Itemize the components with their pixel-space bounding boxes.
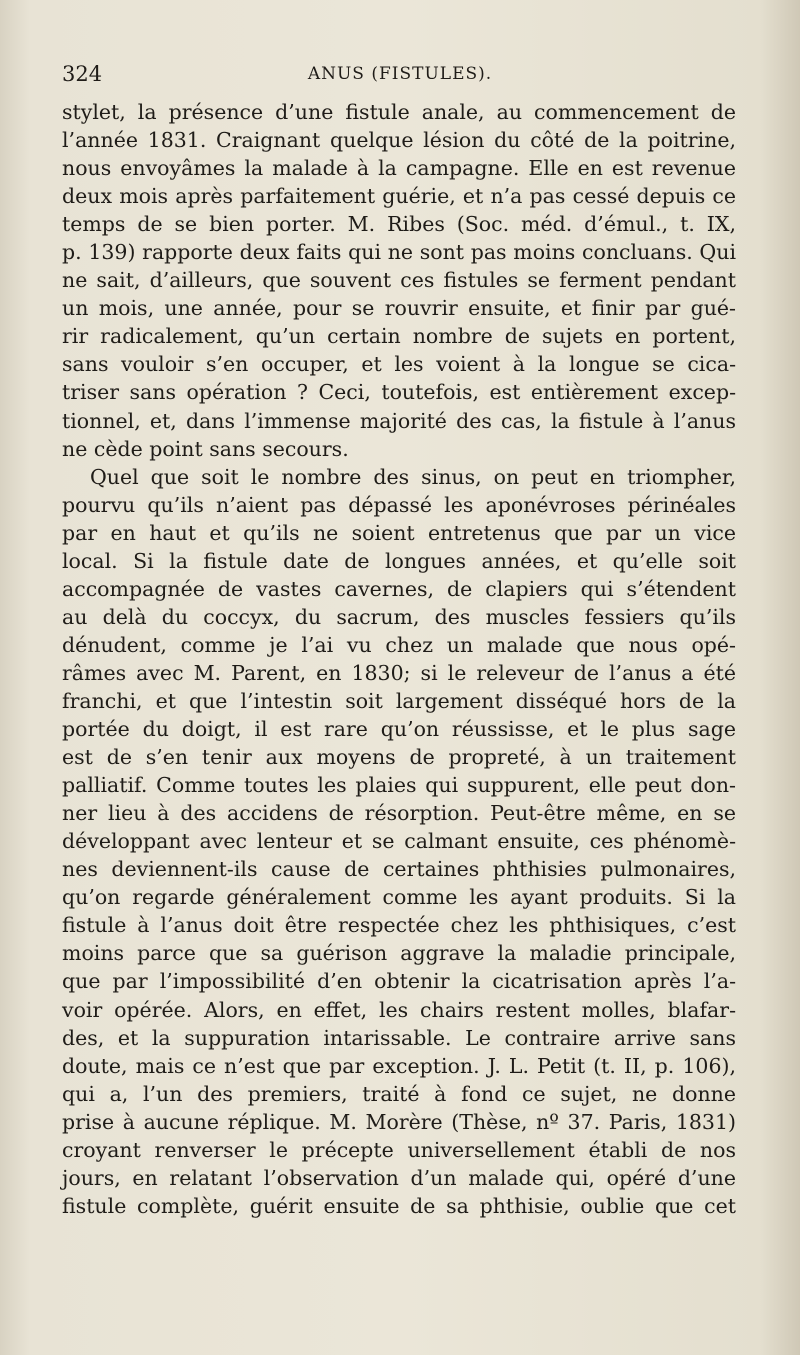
text-line: des, et la suppuration intarissable. Le contraire arrive sans (62, 1025, 736, 1050)
body-text (62, 98, 736, 1220)
text-line: moins parce que sa guérison aggrave la maladie principale, (62, 941, 736, 966)
text-line: franchi, et que l’intestin soit largement disséqué hors de la (62, 688, 736, 713)
text-line: développant avec lenteur et se calmant ensuite, ces phénomè- (62, 829, 736, 854)
text-line: local. Si la fistule date de longues années, et qu’elle soit (62, 548, 736, 573)
text-line: sans vouloir s’en occuper, et les voient à la longue se cica- (62, 352, 736, 377)
text-line: fistule complète, guérit ensuite de sa phthisie, oublie que cet (62, 1193, 736, 1218)
text-line: fistule à l’anus doit être respectée chez les phthisiques, c’est (62, 913, 736, 938)
text-line: jours, en relatant l’observation d’un malade qui, opéré d’une (62, 1165, 736, 1190)
text-line: par en haut et qu’ils ne soient entretenus que par un vice (62, 520, 736, 545)
page-header (62, 62, 738, 92)
text-line: pourvu qu’ils n’aient pas dépassé les aponévroses périnéales (62, 492, 736, 517)
running-title: ANUS (FISTULES). (307, 64, 493, 84)
page-number: 324 (62, 62, 103, 86)
text-line: stylet, la présence d’une fistule anale, au commencement de (62, 100, 736, 124)
text-line: croyant renverser le précepte universellement établi de nos (62, 1137, 736, 1162)
text-line: ner lieu à des accidens de résorption. Peut-être même, en se (62, 801, 736, 826)
text-line: râmes avec M. Parent, en 1830; si le releveur de l’anus a été (62, 660, 736, 685)
text-line: palliatif. Comme toutes les plaies qui suppurent, elle peut don- (62, 773, 736, 798)
text-line: Quel que soit le nombre des sinus, on peut en triompher, (90, 464, 736, 489)
text-line: portée du doigt, il est rare qu’on réussisse, et le plus sage (62, 717, 736, 742)
text-line: triser sans opération ? Ceci, toutefois, est entièrement excep- (62, 380, 736, 405)
text-line: un mois, une année, pour se rouvrir ensuite, et finir par gué- (62, 296, 736, 321)
text-line: accompagnée de vastes cavernes, de clapiers qui s’étendent (62, 576, 736, 601)
text-line: est de s’en tenir aux moyens de propreté, à un traitement (62, 745, 736, 770)
text-line: prise à aucune réplique. M. Morère (Thèse, nº 37. Paris, 1831) (62, 1109, 736, 1134)
text-line: doute, mais ce n’est que par exception. J. L. Petit (t. II, p. 106), (62, 1053, 736, 1078)
text-line: ne sait, d’ailleurs, que souvent ces fistules se ferment pendant (62, 268, 736, 293)
text-line: deux mois après parfaitement guérie, et n’a pas cessé depuis ce (62, 184, 736, 209)
text-line: nes deviennent-ils cause de certaines phthisies pulmonaires, (62, 857, 736, 882)
text-line: que par l’impossibilité d’en obtenir la cicatrisation après l’a- (62, 969, 736, 994)
text-line: l’année 1831. Craignant quelque lésion du côté de la poitrine, (62, 128, 736, 153)
text-line: au delà du coccyx, du sacrum, des muscles fessiers qu’ils (62, 604, 736, 629)
text-line: dénudent, comme je l’ai vu chez un malade que nous opé- (62, 632, 736, 657)
text-line: rir radicalement, qu’un certain nombre de sujets en portent, (62, 324, 736, 349)
text-line: qui a, l’un des premiers, traité à fond ce sujet, ne donne (62, 1081, 736, 1106)
text-line: qu’on regarde généralement comme les ayant produits. Si la (62, 885, 736, 910)
text-line: voir opérée. Alors, en effet, les chairs restent molles, blafar- (62, 997, 736, 1022)
text-line: p. 139) rapporte deux faits qui ne sont pas moins concluans. Qui (62, 240, 736, 265)
text-line: tionnel, et, dans l’immense majorité des cas, la fistule à l’anus (62, 408, 736, 433)
text-line: ne cède point sans secours. (62, 436, 349, 461)
text-line: temps de se bien porter. M. Ribes (Soc. méd. d’émul., t. IX, (62, 212, 736, 237)
text-line: nous envoyâmes la malade à la campagne. Elle en est revenue (62, 156, 736, 181)
